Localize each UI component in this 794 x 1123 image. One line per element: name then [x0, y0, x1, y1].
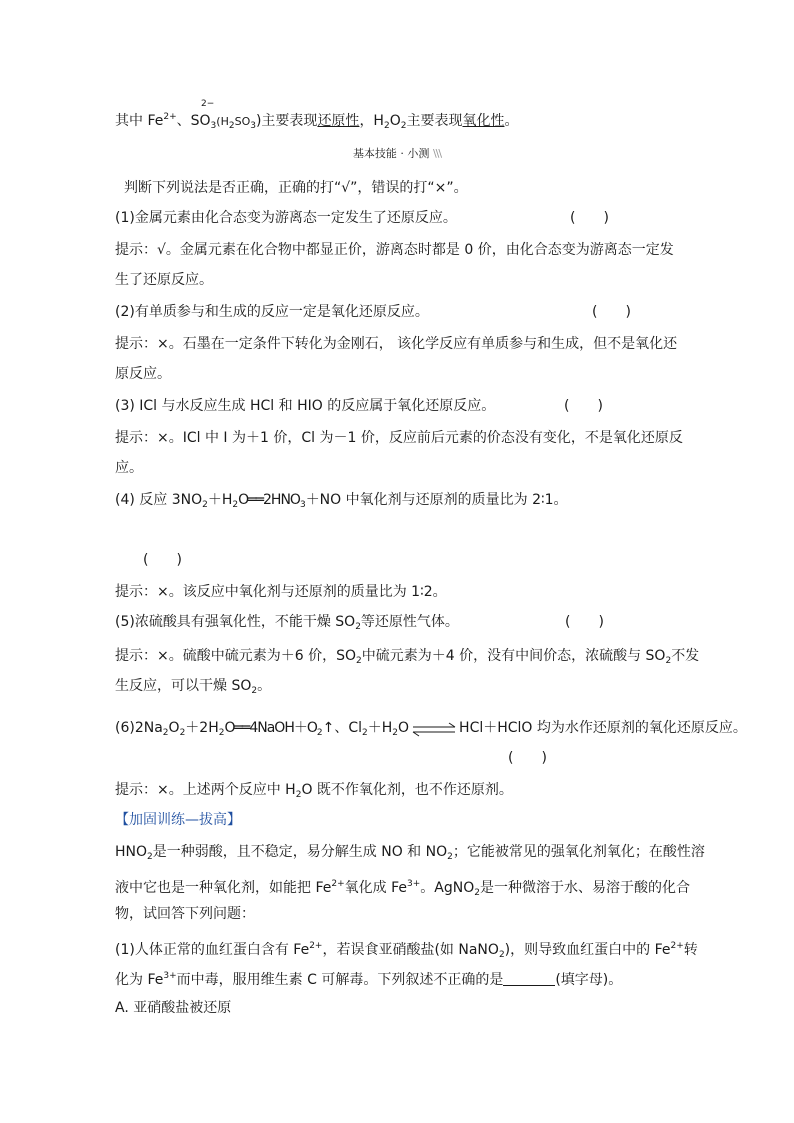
subscript: 2 [447, 852, 453, 862]
superscript: 3+ [407, 879, 421, 889]
subscript: 2 [316, 728, 323, 738]
q5-text: 等还原性气体。 [360, 614, 459, 630]
passage-text: 液中它也是一种氧化剂，如能把 Fe [115, 880, 332, 896]
part-1-text: ，若误食亚硝酸盐(如 NaNO [322, 942, 499, 958]
fe-charge: 2+ [163, 112, 177, 122]
part-1-line-1 [115, 936, 698, 965]
q4-text: ＋NO 中氧化剂与还原剂的质量比为 2∶1。 [305, 492, 568, 508]
part-1-text: 化为 Fe [115, 972, 164, 988]
question-6 [115, 718, 747, 743]
hint-5-line-1 [115, 646, 699, 671]
part-1-line-2 [115, 966, 622, 990]
hint-5-text: 中硫元素为＋4 价，没有中间价态，浓硫酸与 SO [361, 648, 666, 664]
part-1-text: 转 [683, 942, 698, 958]
passage-text: 。AgNO [420, 880, 475, 896]
passage-text: 是一种弱酸，且不稳定，易分解生成 NO 和 NO [152, 844, 448, 860]
subscript: 2 [251, 686, 258, 696]
subscript: 2 [218, 728, 225, 738]
section-heading [0, 146, 794, 162]
part-1-text: 而中毒，服用维生素 C 可解毒。下列叙述不正确的是 [176, 972, 504, 988]
passage-text: HNO [115, 844, 148, 860]
intro-text: 、SO [176, 113, 211, 129]
q4-text: (4) 反应 3NO [115, 492, 203, 508]
q4-text: ＋H [207, 492, 233, 508]
q4-text: O══2HNO [238, 492, 300, 508]
q6-text: O══4NaOH＋O [224, 720, 317, 736]
question-2: (2)有单质参与和生成的反应一定是氧化还原反应。 [115, 304, 429, 320]
subscript: 2 [295, 790, 302, 800]
intro-text: O [389, 113, 401, 129]
hint-6-text: 提示：×。上述两个反应中 H [115, 782, 296, 798]
intro-text: ，H [359, 113, 384, 129]
answer-paren-3: ( ) [564, 398, 603, 414]
q6-text: (6)2Na [115, 720, 163, 736]
decorative-slashes: \\\ [432, 147, 442, 160]
subscript: 2 [665, 656, 672, 666]
superscript: 3+ [163, 971, 177, 981]
hint-5-text: 生反应，可以干燥 SO [115, 678, 252, 694]
subscript: 2 [362, 728, 368, 738]
passage-text: ；它能被常见的强氧化剂氧化；在酸性溶 [452, 844, 705, 860]
intro-text: )主要表现 [255, 113, 318, 129]
q5-text: (5)浓硫酸具有强氧化性，不能干燥 SO [115, 614, 356, 630]
intro-text: 主要表现 [406, 113, 463, 129]
subscript: 2 [162, 728, 169, 738]
subscript: 2 [383, 121, 390, 131]
passage-line-3: 物，试回答下列问题： [115, 906, 255, 922]
answer-paren-5: ( ) [565, 614, 604, 630]
hint-2-line-1: 提示：×。石墨在一定条件下转化为金刚石， 该化学反应有单质参与和生成，但不是氧化还 [115, 336, 678, 352]
subscript: 2 [356, 656, 362, 666]
hint-3-line-2: 应。 [115, 460, 143, 476]
passage-line-1 [115, 842, 705, 867]
answer-paren-2: ( ) [592, 304, 631, 320]
intro-text: 。 [504, 113, 519, 129]
subscript: 2 [232, 500, 239, 510]
hint-3-line-1: 提示：×。ICl 中 I 为＋1 价，Cl 为－1 价，反应前后元素的价态没有变化，不是氧化还原反 [115, 430, 683, 446]
answer-paren-1: ( ) [570, 210, 609, 226]
question-3: (3) ICl 与水反应生成 HCl 和 HIO 的反应属于氧化还原反应。 [115, 398, 496, 414]
intro-text: 其中 Fe [115, 113, 164, 129]
subscript: 2 [228, 121, 235, 131]
superscript: 2+ [331, 879, 345, 889]
subscript: 2 [474, 888, 480, 898]
q6-text: ＋2H [185, 720, 219, 736]
q6-text: O [168, 720, 180, 736]
answer-blank[interactable] [503, 971, 555, 986]
subscript: 2 [355, 622, 361, 632]
part-1-text: )，则导致血红蛋白中的 Fe [504, 942, 671, 958]
passage-text: 是一种微溶于水、易溶于酸的化合 [479, 880, 690, 896]
hint-5-text: 。 [257, 678, 272, 694]
hint-2-line-2: 原反应。 [115, 366, 171, 382]
subscript: 2 [202, 500, 208, 510]
superscript: 2+ [670, 941, 684, 951]
oxidation-term: 氧化性 [462, 113, 505, 129]
answer-paren-6: ( ) [508, 750, 547, 766]
hint-5-text: 不发 [671, 648, 700, 664]
hint-1-line-1: 提示：√。金属元素在化合物中都显正价，游离态时都是 0 价，由化合态变为游离态一定发 [115, 242, 674, 258]
subscript: 2 [498, 950, 505, 960]
hint-5-line-2 [115, 676, 271, 701]
hint-5-text: 提示：×。硫酸中硫元素为＋6 价，SO [115, 648, 356, 664]
answer-paren-4: ( ) [143, 552, 182, 568]
option-a: A. 亚硝酸盐被还原 [115, 1000, 232, 1016]
q6-text: ＋H [367, 720, 393, 736]
section-heading-label: 基本技能 · 小测 [352, 147, 430, 160]
passage-text: 氧化成 Fe [344, 880, 407, 896]
subscript: 2 [392, 728, 399, 738]
subscript: 2 [400, 121, 407, 131]
question-5 [115, 612, 459, 637]
intro-text: (H [216, 115, 229, 128]
hint-6-text: O 既不作氧化剂，也不作还原剂。 [301, 782, 513, 798]
subscript: 2 [147, 852, 153, 862]
subscript: 3 [299, 500, 306, 510]
q6-text: ↑、Cl [322, 720, 363, 736]
hint-4: 提示：×。该反应中氧化剂与还原剂的质量比为 1∶2。 [115, 584, 447, 600]
so3-charge: 2− [201, 99, 215, 109]
reversible-arrow-icon [411, 720, 457, 740]
subscript: 2 [179, 728, 186, 738]
hint-1-line-2: 生了还原反应。 [115, 272, 213, 288]
q6-text: HCl＋HClO 均为水作还原剂的氧化还原反应。 [459, 720, 747, 736]
intro-text: SO [234, 115, 251, 128]
so3-subscript: 3 [210, 121, 217, 131]
question-4 [115, 490, 568, 515]
question-1: (1)金属元素由化合态变为游离态一定发生了还原反应。 [115, 210, 457, 226]
part-1-text: (1)人体正常的血红蛋白含有 Fe [115, 942, 310, 958]
q6-text: O [398, 720, 410, 736]
practice-heading: 【加固训练—拔高】 [115, 812, 241, 828]
subscript: 3 [250, 121, 256, 131]
part-1-text: (填字母)。 [555, 972, 623, 988]
reduction-term: 还原性 [317, 113, 360, 129]
passage-line-2 [115, 874, 690, 903]
superscript: 2+ [309, 941, 323, 951]
instructions: 判断下列说法是否正确，正确的打“√”，错误的打“×”。 [124, 180, 468, 196]
intro-line [115, 107, 518, 136]
hint-6 [115, 780, 513, 805]
